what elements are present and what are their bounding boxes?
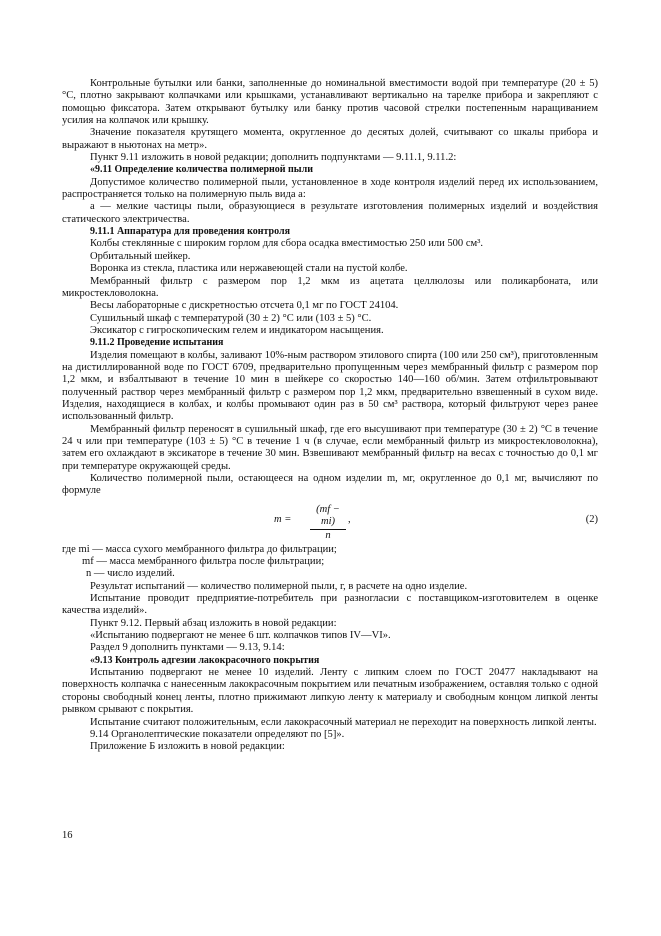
- formula-denominator: n: [325, 529, 331, 541]
- section-heading-9-11: «9.11 Определение количества полимерной пыли: [90, 164, 313, 176]
- document-page: [62, 78, 598, 754]
- paragraph: Мембранный фильтр с размером пор 1,2 мкм из ацетата целлюлозы или поликарбоната, или микростекловолокна.: [62, 275, 598, 299]
- formula-fraction: [310, 504, 346, 542]
- section-heading-9-11-1: 9.11.1 Аппаратура для проведения контроля: [90, 226, 291, 238]
- section-heading-9-13: «9.13 Контроль адгезии лакокрасочного покрытия: [90, 654, 320, 666]
- formula-comma: ,: [348, 513, 351, 525]
- paragraph: Контрольные бутылки или банки, заполненные до номинальной вместимости водой при температуре (20 ± 5) °С, плотно закрывают колпачками или крышками, устанавливают вертикально на тарелке прибора и закрепляют с помощью фиксатора. Затем открывают бутылку или банку против часовой стрелки постепенным наращиванием усилия на колпачок или крышку.: [62, 78, 598, 127]
- formula-lhs: m =: [274, 513, 292, 525]
- paragraph: Орбитальный шейкер.: [90, 250, 191, 262]
- formula-numerator: (mf − mi): [310, 504, 346, 530]
- formula-legend-item: n — число изделий.: [86, 568, 175, 580]
- formula-legend-item: где mi — масса сухого мембранного фильтра до фильтрации;: [62, 543, 337, 555]
- page-number: 16: [62, 830, 73, 841]
- paragraph: Результат испытаний — количество полимерной пыли, г, в расчете на одно изделие.: [90, 580, 468, 592]
- formula-legend-item: mf — масса мембранного фильтра после фильтрации;: [82, 556, 325, 568]
- paragraph: Пункт 9.12. Первый абзац изложить в новой редакции:: [90, 617, 337, 629]
- paragraph: Количество полимерной пыли, остающееся на одном изделии m, мг, округленное до 0,1 мг, вычисляют по формуле: [62, 473, 598, 497]
- formula-number: (2): [585, 513, 598, 525]
- section-heading-9-11-2: 9.11.2 Проведение испытания: [90, 337, 224, 349]
- paragraph: a — мелкие частицы пыли, образующиеся в результате изготовления полимерных изделий и воздействия статического электричества.: [62, 201, 598, 225]
- paragraph: Раздел 9 дополнить пунктами — 9.13, 9.14:: [90, 642, 285, 654]
- paragraph: «Испытанию подвергают не менее 6 шт. колпачков типов IV—VI».: [90, 630, 391, 642]
- paragraph: Эксикатор с гигроскопическим гелем и индикатором насыщения.: [90, 324, 384, 336]
- paragraph: Сушильный шкаф с температурой (30 ± 2) °С или (103 ± 5) °С.: [90, 312, 372, 324]
- formula-2: [62, 503, 598, 541]
- paragraph: Весы лабораторные с дискретностью отсчета 0,1 мг по ГОСТ 24104.: [90, 300, 399, 312]
- paragraph: Колбы стеклянные с широким горлом для сбора осадка вместимостью 250 или 500 см³.: [90, 238, 483, 250]
- paragraph: Приложение Б изложить в новой редакции:: [90, 741, 285, 753]
- paragraph: Испытание проводит предприятие-потребитель при разногласии с поставщиком-изготовителем в оценке качества изделий».: [62, 593, 598, 617]
- paragraph: Испытанию подвергают не менее 10 изделий. Ленту с липким слоем по ГОСТ 20477 накладывают на поверхность колпачка с нанесенным лакокрасочным покрытием или печатным изображением, оставляя только с одной стороны свободный конец ленты, плотно прижимают липкую ленту к материалу и свободным концом липкой ленты рывком срывают с покрытия.: [62, 667, 598, 716]
- paragraph: Изделия помещают в колбы, заливают 10%-ным раствором этилового спирта (100 или 250 см³), приготовленным на дистиллированной воде по ГОСТ 6709, предварительно пропущенным через мембранный фильтр с размером пор 1,2 мкм, и взбалтывают в течение 10 мин в шейкере со скоростью 140—160 об/мин. Затем отфильтровывают полученный раствор через мембранный фильтр с размером пор 1,2 мкм, предварительно взвешенный в сухом виде. Изделия, находящиеся в колбах, и колбы промывают один раз в 50 см³ раствора, который фильтруют через ранее использованный фильтр.: [62, 349, 598, 423]
- paragraph: Значение показателя крутящего момента, округленное до десятых долей, считывают со шкалы прибора и выражают в ньютонах на метр».: [62, 127, 598, 151]
- paragraph: Допустимое количество полимерной пыли, установленное в ходе контроля изделий перед их использованием, распространяется только на полимерную пыль вида a:: [62, 176, 598, 201]
- paragraph: 9.14 Органолептические показатели определяют по [5]».: [90, 728, 345, 740]
- paragraph: Мембранный фильтр переносят в сушильный шкаф, где его высушивают при температуре (30 ± 2) °С в течение 24 ч или при температуре (103 ± 5) °С в течение 1 ч (в случае, если мембранный фильтр из микростекловолокна), затем его охлаждают в эксикаторе в течение 30 мин. Взвешивают мембранный фильтр на весах с точностью до 0,1 мг при температуре окружающей среды.: [62, 423, 598, 472]
- paragraph: Воронка из стекла, пластика или нержавеющей стали на пустой колбе.: [90, 263, 408, 275]
- paragraph: Пункт 9.11 изложить в новой редакции; дополнить подпунктами — 9.11.1, 9.11.2:: [90, 152, 457, 164]
- paragraph: Испытание считают положительным, если лакокрасочный материал не переходит на поверхность липкой ленты.: [90, 716, 597, 728]
